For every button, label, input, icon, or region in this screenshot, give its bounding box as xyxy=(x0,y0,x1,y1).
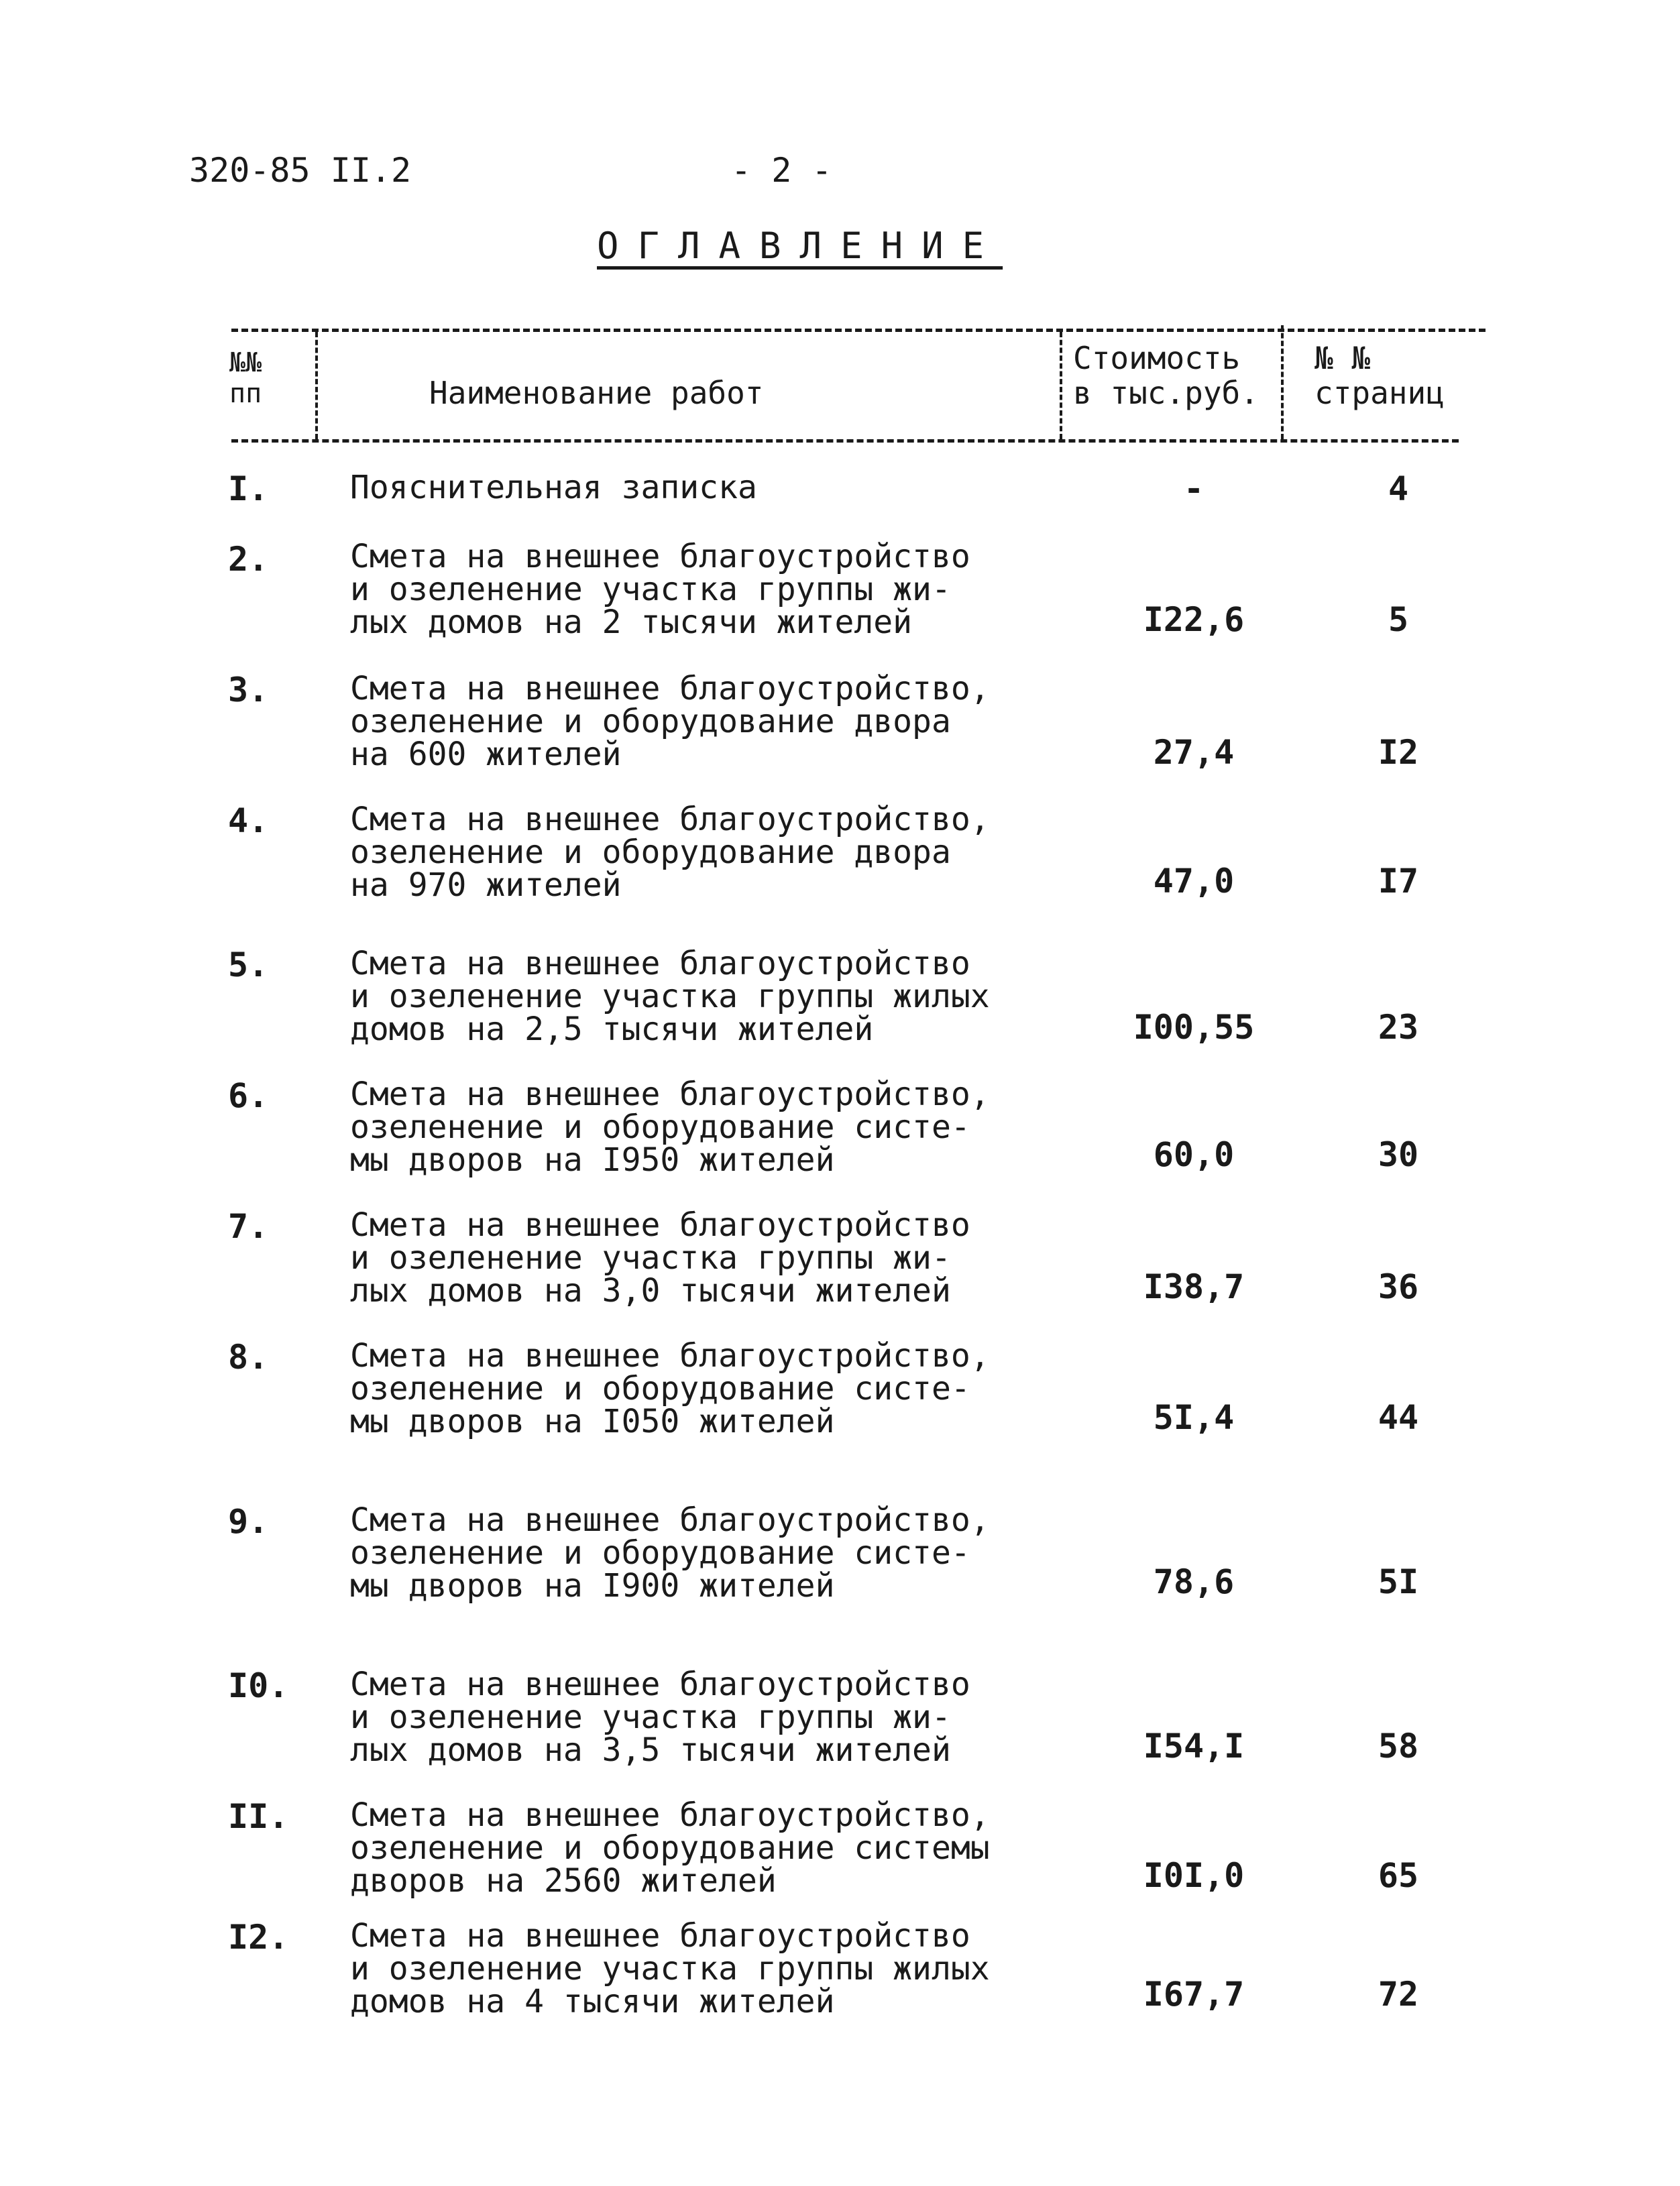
row-number: I0. xyxy=(228,1666,289,1705)
row-title: Смета на внешнее благоустройство, озеленение и оборудование системы дворов на 2560 жителей xyxy=(350,1796,990,1900)
row-number: 2. xyxy=(228,540,269,579)
column-divider-2 xyxy=(1060,332,1062,439)
row-page: 65 xyxy=(1378,1856,1419,1895)
row-number: 4. xyxy=(228,801,269,840)
column-header-num: №№ пп xyxy=(229,347,262,409)
row-cost: I22,6 xyxy=(1143,600,1245,639)
row-page: 58 xyxy=(1378,1727,1419,1766)
row-page: 36 xyxy=(1378,1267,1419,1306)
column-header-pages: № № страниц xyxy=(1314,340,1445,411)
row-cost: 47,0 xyxy=(1153,862,1235,901)
row-title: Смета на внешнее благоустройство и озеленение участка группы жи- лых домов на 2 тысячи жителей xyxy=(350,538,970,641)
row-cost: - xyxy=(1183,469,1205,508)
row-number: I. xyxy=(228,469,269,508)
header-bottom-rule xyxy=(231,439,1459,443)
row-title: Смета на внешнее благоустройство, озеленение и оборудование систе- мы дворов на I900 жителей xyxy=(350,1501,990,1605)
column-divider-1 xyxy=(315,332,318,439)
row-page: I2 xyxy=(1378,733,1419,772)
row-page: I7 xyxy=(1378,862,1419,901)
row-cost: 60,0 xyxy=(1153,1135,1235,1174)
column-header-name: Наименование работ xyxy=(429,375,764,411)
row-cost: I0I,0 xyxy=(1143,1856,1245,1895)
row-page: 5I xyxy=(1378,1562,1419,1601)
row-cost: I54,I xyxy=(1143,1727,1245,1766)
row-page: 23 xyxy=(1378,1008,1419,1047)
document-code: 320-85 II.2 xyxy=(189,151,412,190)
row-page: 4 xyxy=(1388,469,1409,508)
column-header-cost: Стоимость в тыс.руб. xyxy=(1073,340,1259,411)
row-page: 72 xyxy=(1378,1975,1419,2014)
row-number: 8. xyxy=(228,1338,269,1377)
row-cost: I67,7 xyxy=(1143,1975,1245,2014)
row-number: 7. xyxy=(228,1207,269,1246)
row-title: Смета на внешнее благоустройство и озеленение участка группы жилых домов на 2,5 тысячи жителей xyxy=(350,945,990,1048)
row-title: Смета на внешнее благоустройство, озеленение и оборудование двора на 600 жителей xyxy=(350,670,990,773)
row-title: Смета на внешнее благоустройство, озеленение и оборудование систе- мы дворов на I950 жителей xyxy=(350,1076,990,1179)
toc-title: ОГЛАВЛЕНИЕ xyxy=(597,225,1003,267)
row-title: Смета на внешнее благоустройство и озеленение участка группы жи- лых домов на 3,0 тысячи жителей xyxy=(350,1206,970,1310)
row-number: 9. xyxy=(228,1502,269,1541)
row-number: 3. xyxy=(228,671,269,709)
row-number: I2. xyxy=(228,1918,289,1957)
column-divider-3 xyxy=(1281,325,1284,439)
row-title: Смета на внешнее благоустройство, озеленение и оборудование двора на 970 жителей xyxy=(350,801,990,904)
row-page: 5 xyxy=(1388,600,1409,639)
row-cost: I00,55 xyxy=(1133,1008,1255,1047)
row-cost: 78,6 xyxy=(1153,1562,1235,1601)
row-title: Смета на внешнее благоустройство и озеленение участка группы жилых домов на 4 тысячи жителей xyxy=(350,1917,990,2020)
row-title: Смета на внешнее благоустройство и озеленение участка группы жи- лых домов на 3,5 тысячи жителей xyxy=(350,1666,970,1769)
row-title: Смета на внешнее благоустройство, озеленение и оборудование систе- мы дворов на I050 жителей xyxy=(350,1337,990,1440)
row-title: Пояснительная записка xyxy=(350,469,757,506)
row-cost: 27,4 xyxy=(1153,733,1235,772)
page-number: - 2 - xyxy=(731,151,832,190)
row-number: II. xyxy=(228,1797,289,1836)
row-number: 5. xyxy=(228,945,269,984)
row-cost: I38,7 xyxy=(1143,1267,1245,1306)
row-number: 6. xyxy=(228,1076,269,1115)
header-top-rule xyxy=(231,329,1486,332)
row-cost: 5I,4 xyxy=(1153,1398,1235,1437)
row-page: 44 xyxy=(1378,1398,1419,1437)
row-page: 30 xyxy=(1378,1135,1419,1174)
